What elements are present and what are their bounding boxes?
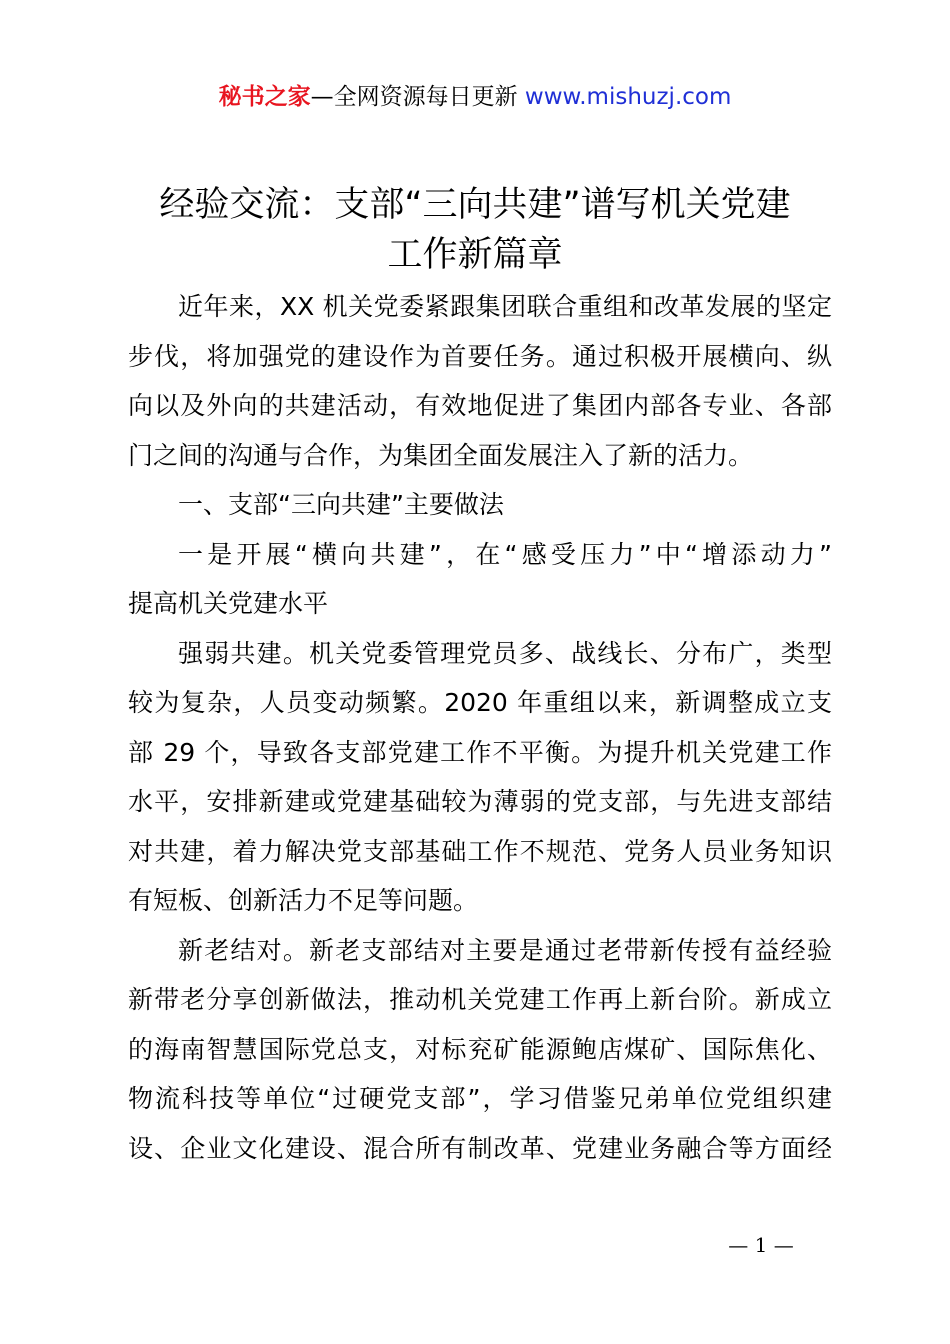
text-line: 向以及外向的共建活动，有效地促进了集团内部各专业、各部 (128, 391, 832, 420)
text-line: 门之间的沟通与合作，为集团全面发展注入了新的活力。 (128, 440, 754, 470)
page-number: — 1 — (728, 1233, 794, 1257)
title-line-2: 工作新篇章 (387, 235, 563, 275)
paragraph-strong-weak (128, 629, 832, 926)
text-line: 的海南智慧国际党总支，对标兖矿能源鲍店煤矿、国际焦化、 (128, 1034, 832, 1064)
subsection-heading (128, 530, 832, 629)
text-line: 近年来，XX 机关党委紧跟集团联合重组和改革发展的坚定 (178, 292, 832, 321)
paragraph-intro (128, 282, 832, 480)
brand-name: 秘书之家 (218, 84, 311, 110)
site-header (0, 82, 950, 112)
text-line: 一、支部“三向共建”主要做法 (178, 490, 504, 519)
document-title (0, 180, 950, 280)
text-line: 设、企业文化建设、混合所有制改革、党建业务融合等方面经 (128, 1133, 832, 1163)
text-line: 有短板、创新活力不足等问题。 (128, 886, 479, 915)
text-line: 对共建，着力解决党支部基础工作不规范、党务人员业务知识 (128, 836, 832, 866)
section-heading (128, 480, 832, 530)
document-body (128, 282, 832, 1173)
header-slogan: —全网资源每日更新 (310, 84, 525, 110)
text-line: 物流科技等单位“过硬党支部”，学习借鉴兄弟单位党组织建 (128, 1084, 832, 1113)
text-line: 一是开展“横向共建”，在“感受压力”中“增添动力” (178, 539, 832, 569)
text-line: 水平，安排新建或党建基础较为薄弱的党支部，与先进支部结 (128, 787, 832, 816)
text-line: 新老结对。新老支部结对主要是通过老带新传授有益经验 (178, 935, 832, 965)
text-line: 新带老分享创新做法，推动机关党建工作再上新台阶。新成立 (128, 985, 832, 1014)
paragraph-new-old (128, 926, 832, 1174)
text-line: 提高机关党建水平 (128, 589, 329, 618)
text-line: 较为复杂，人员变动频繁。2020 年重组以来，新调整成立支 (128, 688, 832, 717)
text-line: 步伐，将加强党的建设作为首要任务。通过积极开展横向、纵 (128, 341, 832, 371)
site-url-link[interactable]: www.mishuzj.com (524, 84, 732, 110)
title-line-1: 经验交流：支部“三向共建”谱写机关党建 (159, 185, 791, 225)
text-line: 部 29 个，导致各支部党建工作不平衡。为提升机关党建工作 (128, 737, 832, 767)
text-line: 强弱共建。机关党委管理党员多、战线长、分布广，类型 (178, 638, 832, 668)
